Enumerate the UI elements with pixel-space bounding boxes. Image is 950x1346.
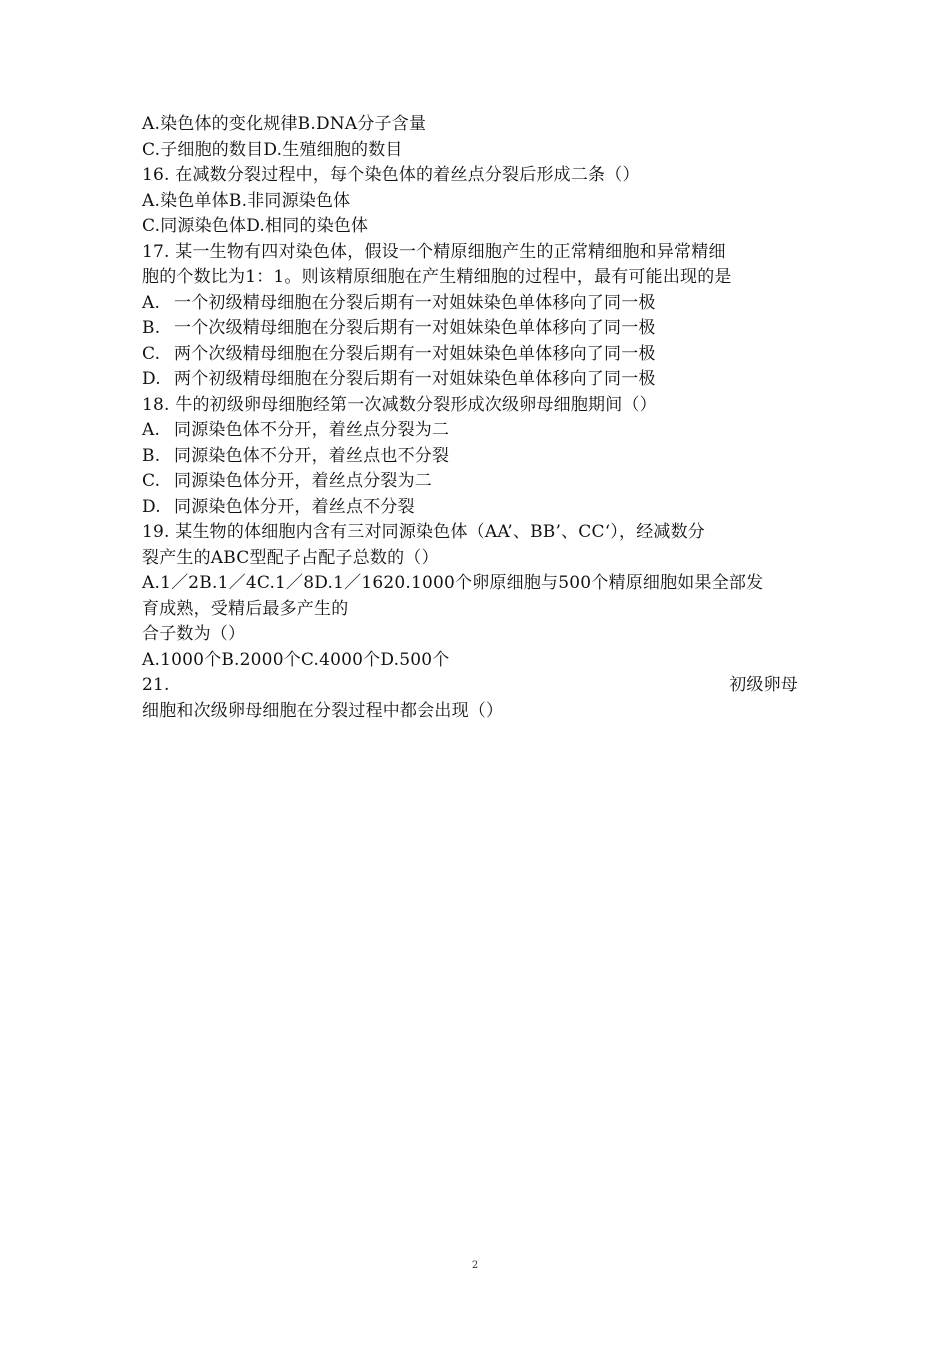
option-letter: C. (142, 471, 161, 491)
q18-stem: 18. 牛的初级卵母细胞经第一次减数分裂形成次级卵母细胞期间（） (142, 394, 657, 415)
q18-option-a (142, 418, 802, 444)
q16-stem: 16. 在减数分裂过程中，每个染色体的着丝点分裂后形成二条（） (142, 165, 640, 185)
q20-stem-line2: 育成熟，受精后最多产生的 (142, 598, 349, 619)
q20-stem-line3: 合子数为（） (142, 624, 246, 644)
q18-option-b (142, 444, 802, 470)
q20-options: A.1000个B.2000个C.4000个D.500个 (142, 649, 450, 670)
option-letter: A. (142, 292, 161, 313)
option-letter: A. (142, 420, 161, 440)
option-letter: B. (142, 445, 161, 466)
option-letter: C. (142, 343, 161, 364)
q17-option-b (142, 316, 802, 342)
q16-options-cd: C.同源染色体D.相同的染色体 (142, 216, 369, 236)
option-letter: B. (142, 318, 161, 338)
option-text: 同源染色体不分开，着丝点分裂为二 (174, 420, 450, 440)
option-text: 同源染色体分开，着丝点不分裂 (174, 496, 415, 517)
q19-stem-line1: 19. 某生物的体细胞内含有三对同源染色体（AA’、BB’、CC‘），经减数分 (142, 522, 706, 542)
option-text: 两个次级精母细胞在分裂后期有一对姐妹染色单体移向了同一极 (174, 343, 656, 364)
q17-option-a (142, 291, 802, 317)
q17-stem-line2: 胞的个数比为1：1。则该精原细胞在产生精细胞的过程中，最有可能出现的是 (142, 267, 732, 287)
option-letter: D. (142, 496, 161, 517)
q19-options-q20-stem: A.1／2B.1／4C.1／8D.1／1620.1000个卵原细胞与500个精原细胞如果全部发 (142, 573, 764, 593)
document-body (142, 112, 802, 724)
option-text: 两个初级精母细胞在分裂后期有一对姐妹染色单体移向了同一极 (174, 369, 656, 389)
option-text: 同源染色体分开，着丝点分裂为二 (174, 471, 432, 491)
option-text: 同源染色体不分开，着丝点也不分裂 (174, 445, 450, 466)
page-number: 2 (471, 1260, 479, 1271)
q18-option-d (142, 495, 802, 521)
q15-options-ab: A.染色体的变化规律B.DNA分子含量 (142, 114, 427, 134)
option-letter: D. (142, 369, 161, 389)
q19-stem-line2: 裂产生的ABC型配子占配子总数的（） (142, 547, 439, 568)
q17-option-c (142, 342, 802, 368)
q17-option-d (142, 367, 802, 393)
q15-options-cd: C.子细胞的数目D.生殖细胞的数目 (142, 139, 403, 160)
q21-stem-fragment: 初级卵母 (729, 675, 798, 695)
q16-options-ab: A.染色单体B.非同源染色体 (142, 190, 351, 211)
q17-stem-line1: 17. 某一生物有四对染色体，假设一个精原细胞产生的正常精细胞和异常精细 (142, 241, 726, 262)
option-text: 一个初级精母细胞在分裂后期有一对姐妹染色单体移向了同一极 (174, 292, 656, 313)
q21-number: 21. (142, 675, 170, 695)
option-text: 一个次级精母细胞在分裂后期有一对姐妹染色单体移向了同一极 (174, 318, 656, 338)
q21-stem-line1 (142, 673, 798, 699)
q21-stem-line2: 细胞和次级卵母细胞在分裂过程中都会出现（） (142, 700, 504, 721)
q18-option-c (142, 469, 802, 495)
